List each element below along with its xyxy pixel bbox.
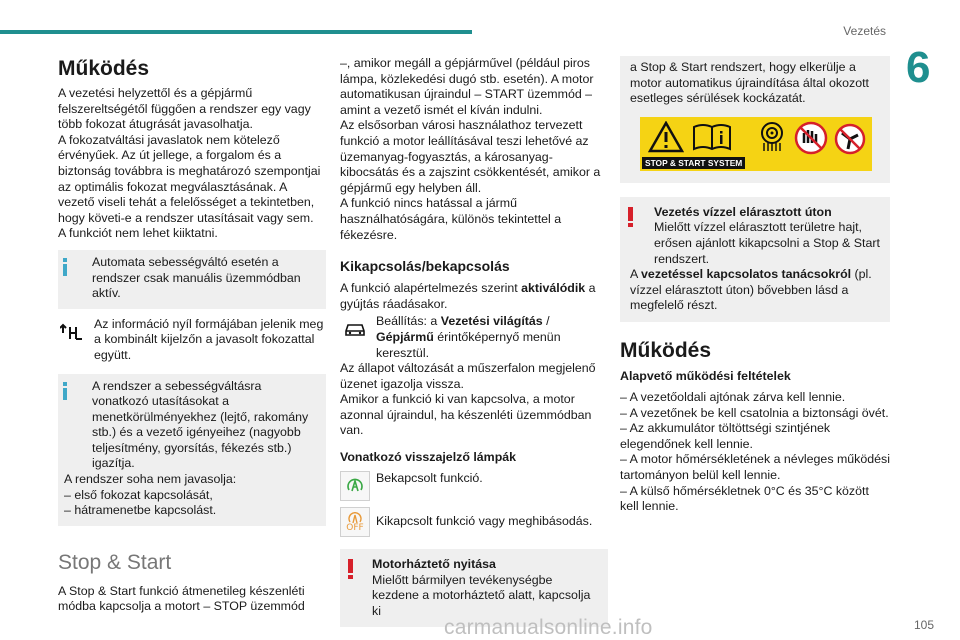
paragraph: –, amikor megáll a gépjárművel (például piros lámpa, közlekedési dugó stb. esetén). A motor automatikusan újraindul – START üzemmód – amint a vezető ismét el kíván indulni. bbox=[340, 56, 594, 117]
paragraph: A funkciót nem lehet kiiktatni. bbox=[58, 226, 218, 241]
banner-label: STOP & START SYSTEM bbox=[642, 157, 745, 169]
lamp-off-text: Kikapcsolt funkció vagy meghibásodás. bbox=[376, 514, 593, 529]
heading-basic-conditions: Alapvető működési feltételek bbox=[620, 368, 791, 383]
heading-mukodes: Működés bbox=[58, 57, 150, 80]
warning-box-continued bbox=[620, 56, 890, 183]
info-box bbox=[58, 250, 326, 309]
warning-text: Mielőtt bármilyen tevékenységbe kezdene a motorháztető alatt, kapcsolja ki bbox=[372, 572, 591, 618]
info-icon bbox=[62, 258, 68, 276]
stop-start-warning-label bbox=[640, 117, 872, 171]
warning-box bbox=[620, 197, 890, 322]
fan-belt-icon bbox=[758, 121, 786, 153]
info-icon bbox=[62, 382, 68, 400]
page-number: 105 bbox=[913, 618, 934, 633]
condition-item: – A vezetőoldali ajtónak zárva kell lennie. bbox=[620, 389, 846, 404]
warning-text: Mielőtt vízzel elárasztott területre hajt, erősen ajánlott kikapcsolni a Stop & Start rendszert. bbox=[654, 220, 880, 266]
car-settings-icon bbox=[340, 314, 370, 344]
condition-item: – A vezetőnek be kell csatolnia a biztonsági övét. bbox=[620, 405, 889, 420]
settings-text: Beállítás: a Vezetési világítás / Gépjármű érintőképernyő menün keresztül. bbox=[376, 314, 561, 360]
column-1 bbox=[58, 56, 326, 615]
paragraph: Az elsősorban városi használathoz tervezett funkció a motor leállításával teszi lehetővé az üzemanyag-fogyasztás, a károsanyag-kibocsátás és a zajszint csökkentését, amikor a gépjármű egy helyben áll. bbox=[340, 118, 601, 195]
heading-kikapcsolas: Kikapcsolás/bekapcsolás bbox=[340, 258, 510, 275]
lamp-on-row bbox=[340, 471, 608, 501]
heading-lamps: Vonatkozó visszajelző lámpák bbox=[340, 450, 517, 465]
warning-icon bbox=[348, 559, 353, 579]
settings-row bbox=[340, 314, 608, 361]
info-box bbox=[58, 374, 326, 526]
gear-shift-arrow-icon bbox=[58, 317, 88, 347]
paragraph: A fokozatváltási javaslatok nem kötelező érvényűek. Az út jellege, a forgalom és a biztonság továbbra is meghatározó szempontjai az optimális fokozat megválasztásának. A vezető viseli tehát a felelősséget a tekintetben, hogy követi-e a rendszer utasításait vagy sem. bbox=[58, 132, 321, 225]
auto-stop-on-icon bbox=[340, 471, 370, 501]
header-accent-bar bbox=[0, 30, 472, 34]
condition-item: – A motor hőmérsékletének a névleges működési tartományon belül kell lennie. bbox=[620, 452, 890, 482]
no-hand-icon bbox=[794, 121, 828, 155]
arrow-info-row bbox=[58, 317, 326, 364]
arrow-info-text: Az információ nyíl formájában jelenik meg a kombinált kijelzőn a javasolt fokozattal együtt. bbox=[94, 316, 324, 362]
paragraph: Amikor a funkció ki van kapcsolva, a motor azonnal újraindul, ha készenléti üzemmódban van. bbox=[340, 392, 592, 438]
column-2 bbox=[340, 56, 608, 635]
warning-triangle-icon bbox=[648, 121, 684, 153]
warning-text: A vezetéssel kapcsolatos tanácsokról (pl. vízzel elárasztott úton) bővebben lásd a megfelelő részt. bbox=[630, 267, 872, 313]
info-text: A rendszer soha nem javasolja: bbox=[64, 472, 237, 487]
paragraph: Az állapot változását a műszerfalon megjelenő üzenet igazolja vissza. bbox=[340, 361, 596, 391]
paragraph: A funkció nincs hatással a jármű használhatóságára, különös tekintettel a fékezésre. bbox=[340, 196, 562, 242]
no-fan-icon bbox=[834, 123, 866, 155]
lamp-off-row bbox=[340, 507, 608, 537]
manual-book-icon bbox=[692, 123, 732, 151]
paragraph: A funkció alapértelmezés szerint aktiválódik a gyújtás ráadásakor. bbox=[340, 281, 596, 311]
heading-stop-start: Stop & Start bbox=[58, 550, 172, 574]
condition-item: – Az akkumulátor töltöttségi szintjének elegendőnek kell lennie. bbox=[620, 421, 831, 451]
info-text: Automata sebességváltó esetén a rendszer csak manuális üzemmódban aktív. bbox=[92, 254, 301, 301]
warning-text: a Stop & Start rendszert, hogy elkerülje a motor automatikus újraindítása által okozott esetleges sérülések kockázatát. bbox=[630, 60, 869, 106]
warning-icon bbox=[628, 207, 633, 227]
watermark: carmanualsonline.info bbox=[444, 616, 653, 640]
lamp-on-text: Bekapcsolt funkció. bbox=[376, 471, 483, 486]
paragraph: A Stop & Start funkció átmenetileg készenléti módba kapcsolja a motort – STOP üzemmód bbox=[58, 583, 305, 614]
condition-item: – A külső hőmérsékletnek 0°C és 35°C között kell lennie. bbox=[620, 483, 869, 514]
info-text: – hátramenetbe kapcsolást. bbox=[64, 503, 217, 518]
heading-mukodes-2: Működés bbox=[620, 338, 712, 362]
info-text: – első fokozat kapcsolását, bbox=[64, 487, 213, 502]
chapter-number: 6 bbox=[906, 43, 931, 92]
warning-title: Motorháztető nyitása bbox=[372, 557, 496, 572]
column-3 bbox=[620, 56, 890, 515]
auto-stop-off-icon: OFF bbox=[340, 507, 370, 537]
warning-title: Vezetés vízzel elárasztott úton bbox=[654, 204, 832, 219]
info-text: A rendszer a sebességváltásra vonatkozó utasításokat a menetkörülményekhez (lejtő, rakomány stb.) és a vezető igényeihez (nagyobb teljesítmény, gyorsítás, fékezés stb.) igazítja. bbox=[92, 378, 309, 471]
paragraph: A vezetési helyzettől és a gépjármű felszereltségétől függően a rendszer egy vagy több fokozat átugrását javasolhatja. bbox=[58, 86, 311, 132]
section-title: Vezetés bbox=[843, 24, 886, 38]
